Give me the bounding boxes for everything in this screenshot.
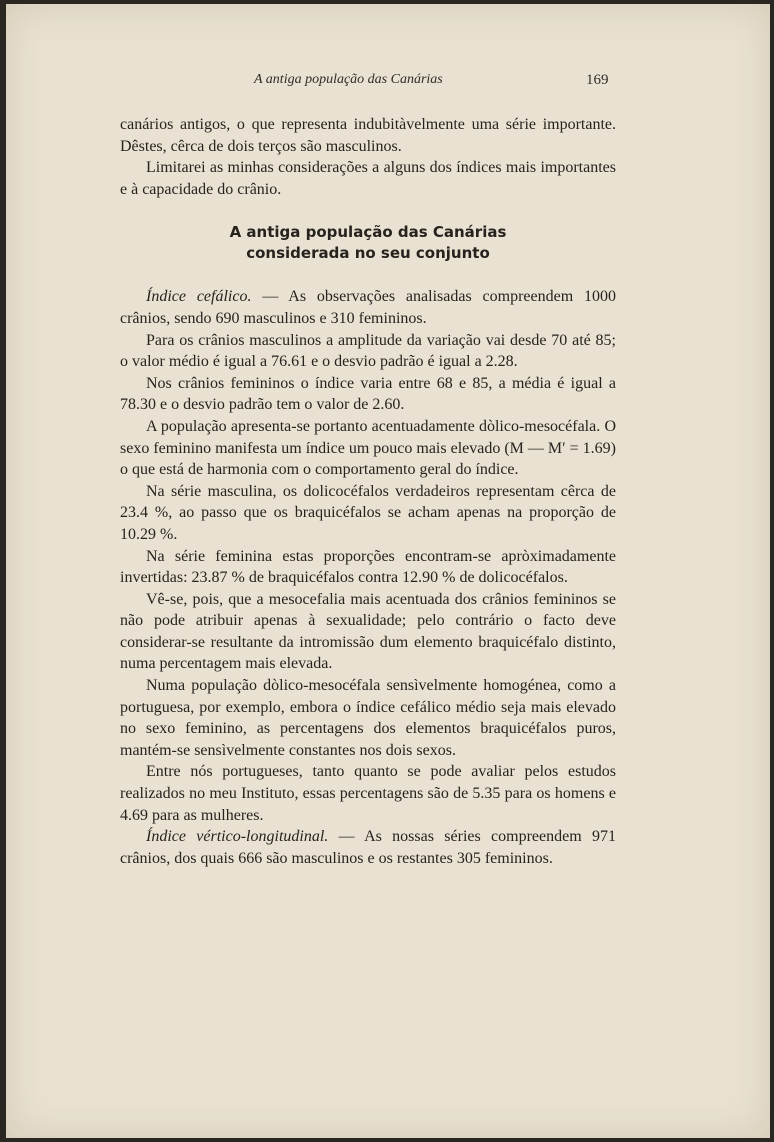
- section-heading: [120, 222, 616, 264]
- paragraph-cephalic-index: [120, 286, 616, 329]
- paragraph-term: Índice vértico-longitudinal.: [146, 828, 329, 846]
- page-header: [6, 72, 770, 92]
- paragraph: Na série feminina estas proporções encontram-se apròximadamente invertidas: 23.87 % de braquicéfalos contra 12.90 % de dolicocéfalos.: [120, 547, 616, 587]
- paragraph: A população apresenta-se portanto acentuadamente dòlico-mesocéfala. O sexo feminino manifesta um índice um pouco mais elevado (M — M′ = 1.69) o que está de harmonia com o comportamento geral do índice.: [120, 417, 616, 479]
- paragraph: Entre nós portugueses, tanto quanto se pode avaliar pelos estudos realizados no meu Instituto, essas percentagens são de 5.35 para os homens e 4.69 para as mulheres.: [120, 763, 616, 824]
- body-text: [120, 114, 616, 869]
- paragraph: Numa população dòlico-mesocéfala sensìvelmente homogénea, como a portuguesa, por exemplo, embora o índice cefálico médio seja mais elevado no sexo feminino, as percentagens dos elementos braquicéfalos puros, mantém-se sensìvelmente constantes nos dois sexos.: [120, 677, 616, 759]
- book-page: [6, 4, 770, 1138]
- page-number: 169: [586, 72, 609, 88]
- paragraph: Vê-se, pois, que a mesocefalia mais acentuada dos crânios femininos se não pode atribuir apenas à sexualidade; pelo contrário o facto deve considerar-se resultante da intromissão dum elemento braquicéfalo distinto, numa percentagem mais elevada.: [120, 590, 616, 673]
- paragraph: Para os crânios masculinos a amplitude da variação vai desde 70 até 85; o valor médio é igual a 76.61 e o desvio padrão é igual a 2.28.: [120, 331, 616, 371]
- section-heading-line: considerada no seu conjunto: [246, 244, 490, 263]
- paragraph-text: — As observações analisadas compreendem 1000 crânios, sendo 690 masculinos e 310 femininos.: [120, 288, 616, 327]
- paragraph-text: — As nossas séries compreendem 971 crânios, dos quais 666 são masculinos e os restantes 305 femininos.: [120, 828, 617, 867]
- paragraph-vertical-index: [120, 826, 616, 869]
- section-heading-line: A antiga população das Canárias: [229, 223, 507, 242]
- paragraph: canários antigos, o que representa indubitàvelmente uma série importante. Dêstes, cêrca de dois terços são masculinos.: [120, 116, 616, 155]
- paragraph: Na série masculina, os dolicocéfalos verdadeiros representam cêrca de 23.4 %, ao passo que os braquicéfalos se acham apenas na proporção de 10.29 %.: [120, 482, 616, 543]
- paragraph: Nos crânios femininos o índice varia entre 68 e 85, a média é igual a 78.30 e o desvio padrão tem o valor de 2.60.: [120, 374, 616, 414]
- paragraph-term: Índice cefálico.: [146, 288, 252, 306]
- paragraph: Limitarei as minhas considerações a alguns dos índices mais importantes e à capacidade do crânio.: [120, 159, 616, 198]
- running-title: A antiga população das Canárias: [254, 72, 443, 87]
